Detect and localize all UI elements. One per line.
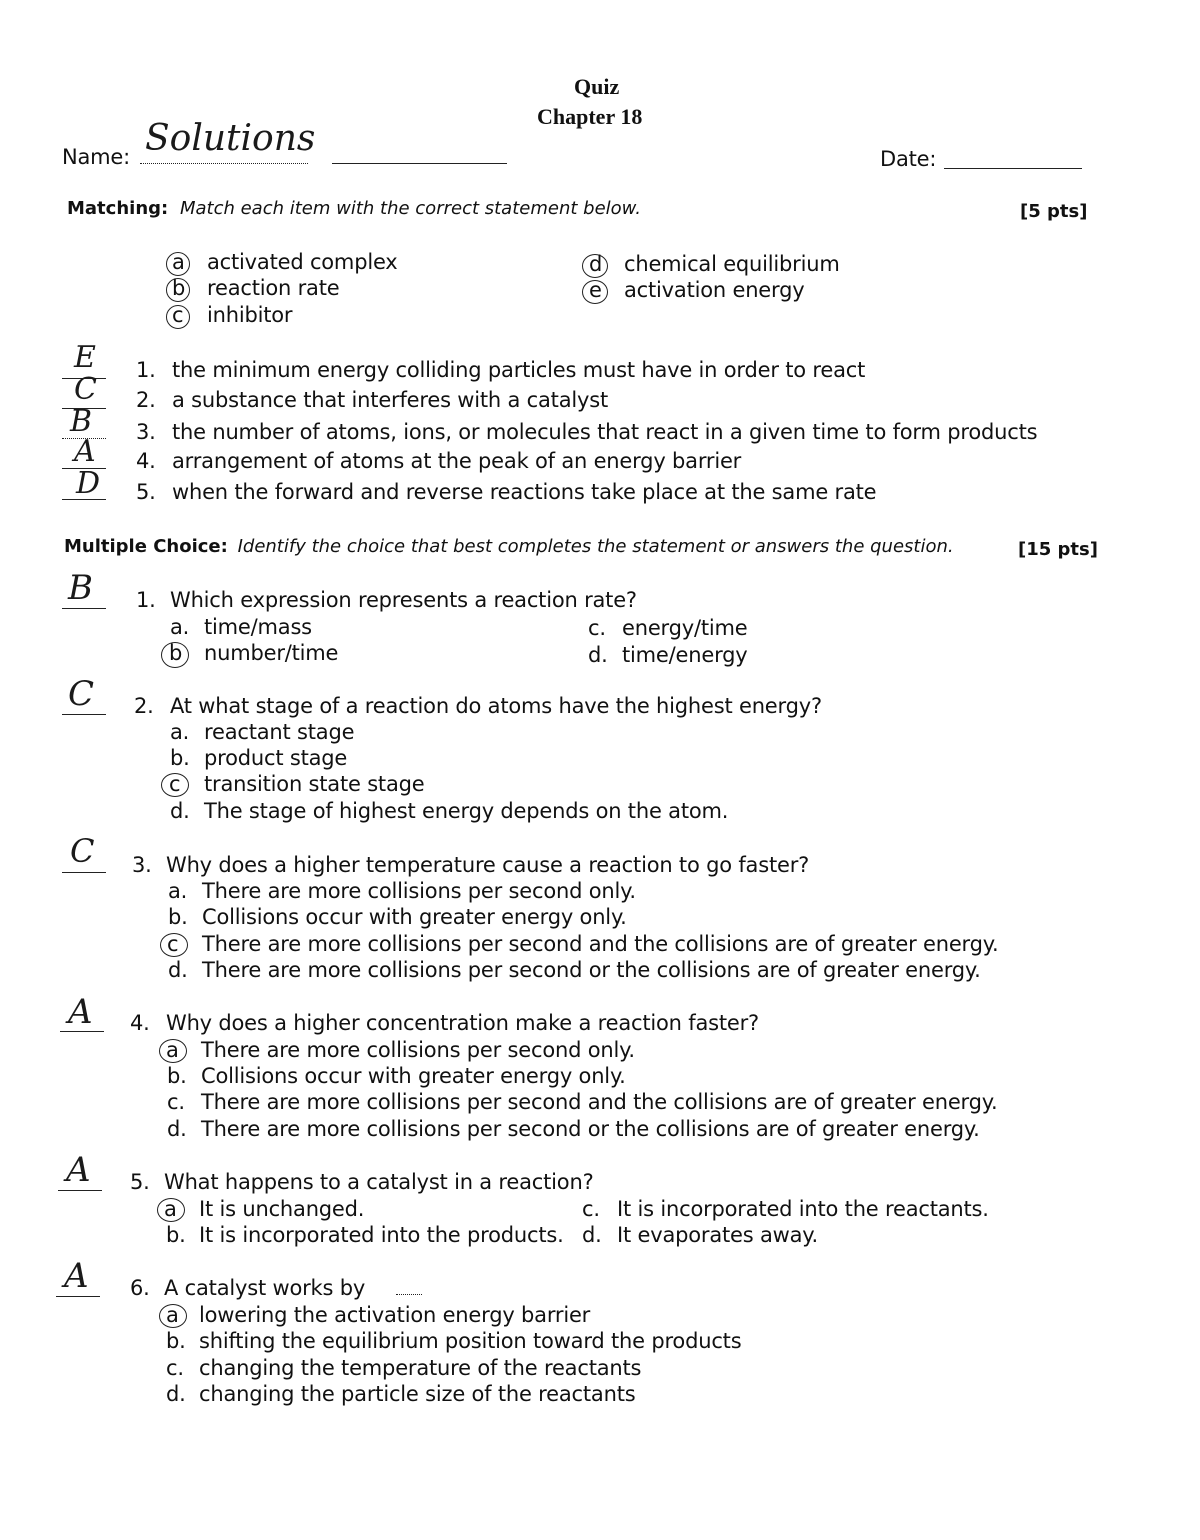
choice-text: changing the particle size of the reactants [199, 1382, 636, 1406]
option-text: chemical equilibrium [624, 252, 840, 276]
item-number: 4. [136, 449, 156, 473]
mc-label: Multiple Choice: [64, 536, 228, 557]
option-letter: a [172, 250, 185, 274]
choice-text: time/energy [622, 643, 748, 667]
option-text: activation energy [624, 278, 805, 302]
choice-letter: b. [166, 1329, 186, 1353]
choice-text: There are more collisions per second and the collisions are of greater energy. [201, 1090, 998, 1114]
choice-text: number/time [204, 641, 339, 665]
item-number: 2. [136, 388, 156, 412]
choice-letter: b. [167, 1064, 187, 1088]
question-text: At what stage of a reaction do atoms have the highest energy? [170, 694, 822, 718]
choice-letter: c. [582, 1197, 600, 1221]
handwritten-answer: A [66, 1150, 91, 1190]
question-number: 6. [130, 1276, 150, 1300]
choice-letter: a. [170, 615, 190, 639]
choice-text: There are more collisions per second only. [201, 1038, 635, 1062]
choice-text: Collisions occur with greater energy only. [201, 1064, 626, 1088]
item-number: 5. [136, 480, 156, 504]
choice-text: transition state stage [204, 772, 425, 796]
choice-text: The stage of highest energy depends on the atom. [204, 799, 729, 823]
choice-letter: c [169, 772, 181, 796]
question-number: 4. [130, 1011, 150, 1035]
choice-letter: a [166, 1303, 179, 1327]
choice-text: There are more collisions per second or the collisions are of greater energy. [202, 958, 981, 982]
option-letter: b [172, 276, 186, 300]
name-label: Name: [62, 145, 131, 169]
option-letter: c [172, 303, 184, 327]
question-text: Why does a higher temperature cause a reaction to go faster? [166, 853, 810, 877]
choice-letter: d. [167, 1117, 187, 1141]
handwritten-answer: D [76, 466, 101, 501]
question-number: 3. [132, 853, 152, 877]
answer-line [58, 1190, 102, 1191]
option-text: inhibitor [207, 303, 293, 327]
choice-letter: b. [168, 905, 188, 929]
name-line [140, 163, 308, 164]
matching-header [67, 198, 641, 219]
choice-letter: b. [170, 746, 190, 770]
date-label: Date: [880, 147, 937, 171]
date-line [944, 168, 1082, 169]
choice-letter: d. [588, 643, 608, 667]
choice-text: It is unchanged. [199, 1197, 365, 1221]
choice-letter: a. [168, 879, 188, 903]
choice-letter: c. [588, 616, 606, 640]
fill-in-blank [396, 1294, 422, 1295]
option-letter: e [589, 278, 602, 302]
choice-text: It is incorporated into the reactants. [617, 1197, 989, 1221]
item-number: 3. [136, 420, 156, 444]
quiz-title: Quiz [574, 74, 620, 99]
choice-text: time/mass [204, 615, 312, 639]
matching-label: Matching: [67, 198, 169, 219]
choice-text: lowering the activation energy barrier [199, 1303, 591, 1327]
item-text: a substance that interferes with a catalyst [172, 388, 609, 412]
handwritten-answer: A [64, 1256, 89, 1296]
choice-text: It evaporates away. [617, 1223, 818, 1247]
question-text: A catalyst works by [164, 1276, 366, 1300]
item-number: 1. [136, 358, 156, 382]
handwritten-answer: E [74, 340, 96, 375]
question-text: Which expression represents a reaction rate? [170, 588, 637, 612]
matching-points: [5 pts] [1020, 201, 1088, 222]
handwritten-answer: B [68, 568, 93, 608]
mc-points: [15 pts] [1018, 539, 1098, 560]
matching-instructions: Match each item with the correct statement below. [179, 198, 641, 219]
choice-letter: d. [170, 799, 190, 823]
option-text: reaction rate [207, 276, 340, 300]
choice-text: product stage [204, 746, 348, 770]
mc-instructions: Identify the choice that best completes the statement or answers the question. [237, 536, 954, 557]
question-number: 1. [136, 588, 156, 612]
name-handwritten: Solutions [145, 118, 316, 159]
answer-line [62, 608, 106, 609]
item-text: when the forward and reverse reactions take place at the same rate [172, 480, 877, 504]
answer-line [60, 1031, 104, 1032]
question-text: What happens to a catalyst in a reaction? [164, 1170, 594, 1194]
handwritten-answer: A [74, 434, 96, 469]
answer-line [62, 499, 106, 500]
choice-letter: c [167, 932, 179, 956]
choice-letter: b [169, 641, 183, 665]
handwritten-answer: C [68, 674, 95, 714]
choice-text: There are more collisions per second and the collisions are of greater energy. [202, 932, 999, 956]
choice-text: energy/time [622, 616, 748, 640]
handwritten-answer: B [70, 404, 93, 439]
item-text: arrangement of atoms at the peak of an energy barrier [172, 449, 742, 473]
option-text: activated complex [207, 250, 398, 274]
answer-line [56, 1296, 100, 1297]
choice-text: changing the temperature of the reactants [199, 1356, 642, 1380]
choice-letter: d. [166, 1382, 186, 1406]
choice-text: reactant stage [204, 720, 355, 744]
choice-letter: c. [167, 1090, 185, 1114]
choice-letter: a. [170, 720, 190, 744]
choice-text: There are more collisions per second or the collisions are of greater energy. [201, 1117, 980, 1141]
question-number: 2. [134, 694, 154, 718]
choice-text: It is incorporated into the products. [199, 1223, 564, 1247]
choice-letter: b. [166, 1223, 186, 1247]
choice-text: shifting the equilibrium position toward the products [199, 1329, 742, 1353]
question-number: 5. [130, 1170, 150, 1194]
choice-text: Collisions occur with greater energy only. [202, 905, 627, 929]
choice-letter: a [164, 1197, 177, 1221]
name-line-2 [332, 163, 507, 164]
handwritten-answer: A [68, 992, 93, 1032]
item-text: the minimum energy colliding particles must have in order to react [172, 358, 866, 382]
answer-line [62, 872, 106, 873]
handwritten-answer: C [70, 832, 95, 870]
choice-letter: a [166, 1038, 179, 1062]
choice-letter: d. [168, 958, 188, 982]
mc-header [64, 536, 954, 557]
choice-letter: c. [166, 1356, 184, 1380]
choice-text: There are more collisions per second only. [202, 879, 636, 903]
handwritten-answer: C [74, 372, 97, 407]
option-letter: d [589, 252, 603, 276]
chapter-subtitle: Chapter 18 [537, 104, 643, 129]
question-text: Why does a higher concentration make a reaction faster? [166, 1011, 759, 1035]
answer-line [62, 714, 106, 715]
choice-letter: d. [582, 1223, 602, 1247]
item-text: the number of atoms, ions, or molecules that react in a given time to form products [172, 420, 1038, 444]
